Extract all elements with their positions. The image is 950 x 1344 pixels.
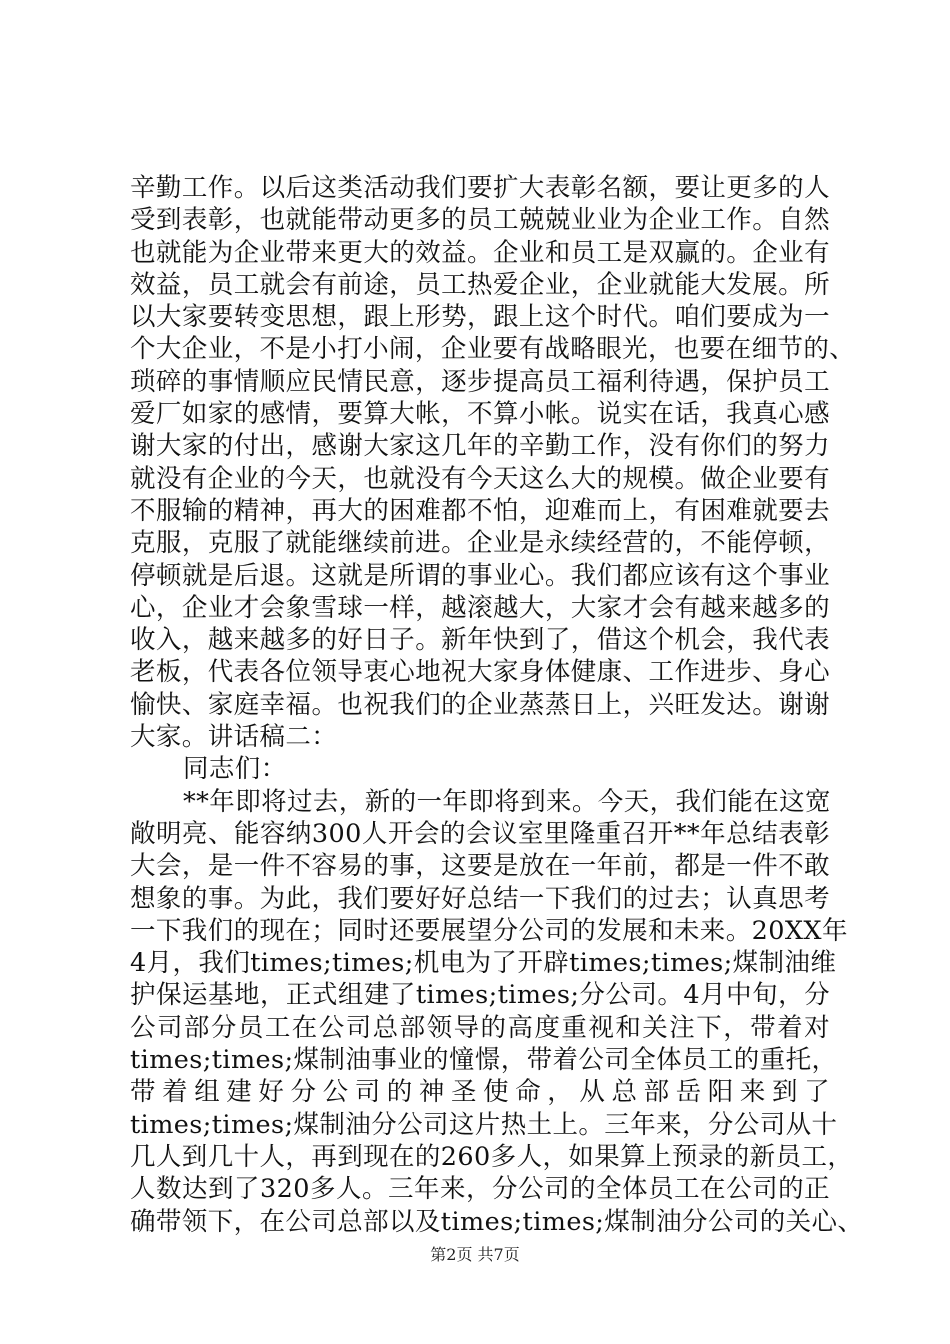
text-line: 老板，代表各位领导衷心地祝大家身体健康、工作进步、身心 bbox=[130, 657, 830, 688]
text-line: 人数达到了320多人。三年来，分公司的全体员工在公司的正 bbox=[130, 1174, 830, 1205]
text-line: 收入，越来越多的好日子。新年快到了，借这个机会，我代表 bbox=[130, 625, 830, 656]
text-line: 带着组建好分公司的神圣使命，从总部岳阳来到了 bbox=[130, 1077, 830, 1108]
text-line: 确带领下，在公司总部以及times;times;煤制油分公司的关心、 bbox=[130, 1206, 864, 1237]
text-line: 大会，是一件不容易的事，这要是放在一年前，都是一件不敢 bbox=[130, 851, 830, 882]
body-text bbox=[130, 172, 864, 1238]
text-line: 几人到几十人，再到现在的260多人，如果算上预录的新员工， bbox=[130, 1141, 854, 1172]
text-line: 护保运基地，正式组建了times;times;分公司。4月中旬，分 bbox=[130, 980, 830, 1011]
text-line: **年即将过去，新的一年即将到来。今天，我们能在这宽 bbox=[183, 786, 831, 817]
text-line: 克服，克服了就能继续前进。企业是永续经营的，不能停顿， bbox=[130, 528, 830, 559]
text-line: 大家。讲话稿二： bbox=[130, 722, 338, 753]
page-footer: 第2页 共7页 bbox=[430, 1245, 520, 1264]
text-line: 谢大家的付出，感谢大家这几年的辛勤工作，没有你们的努力 bbox=[130, 431, 830, 462]
text-line: 爱厂如家的感情，要算大帐，不算小帐。说实在话，我真心感 bbox=[130, 399, 830, 430]
text-line: 4月，我们times;times;机电为了开辟times;times;煤制油维 bbox=[130, 948, 837, 979]
text-line: 也就能为企业带来更大的效益。企业和员工是双赢的。企业有 bbox=[130, 237, 830, 268]
text-line: 个大企业，不是小打小闹，企业要有战略眼光，也要在细节的、 bbox=[130, 334, 856, 365]
text-line: 不服输的精神，再大的困难都不怕，迎难而上，有困难就要去 bbox=[130, 495, 830, 526]
text-line: 就没有企业的今天，也就没有今天这么大的规模。做企业要有 bbox=[130, 463, 830, 494]
text-line: 停顿就是后退。这就是所谓的事业心。我们都应该有这个事业 bbox=[130, 560, 830, 591]
text-line: 琐碎的事情顺应民情民意，逐步提高员工福利待遇，保护员工 bbox=[130, 366, 830, 397]
text-line: 公司部分员工在公司总部领导的高度重视和关注下，带着对 bbox=[130, 1012, 830, 1043]
text-line: 敞明亮、能容纳300人开会的会议室里隆重召开**年总结表彰 bbox=[130, 818, 830, 849]
text-line: times;times;煤制油分公司这片热土上。三年来，分公司从十 bbox=[130, 1109, 838, 1140]
text-line: times;times;煤制油事业的憧憬，带着公司全体员工的重托， bbox=[130, 1045, 838, 1076]
text-line: 想象的事。为此，我们要好好总结一下我们的过去；认真思考 bbox=[130, 883, 830, 914]
text-line: 一下我们的现在；同时还要展望分公司的发展和未来。20XX年 bbox=[130, 915, 848, 946]
text-line: 心，企业才会象雪球一样，越滚越大，大家才会有越来越多的 bbox=[130, 592, 830, 623]
text-line: 受到表彰，也就能带动更多的员工兢兢业业为企业工作。自然 bbox=[130, 205, 830, 236]
text-line: 效益，员工就会有前途，员工热爱企业，企业就能大发展。所 bbox=[130, 269, 830, 300]
text-line: 辛勤工作。以后这类活动我们要扩大表彰名额，要让更多的人 bbox=[130, 173, 830, 203]
salutation: 同志们： bbox=[183, 754, 287, 785]
text-line: 愉快、家庭幸福。也祝我们的企业蒸蒸日上，兴旺发达。谢谢 bbox=[130, 689, 830, 720]
text-line: 以大家要转变思想，跟上形势，跟上这个时代。咱们要成为一 bbox=[130, 302, 830, 333]
